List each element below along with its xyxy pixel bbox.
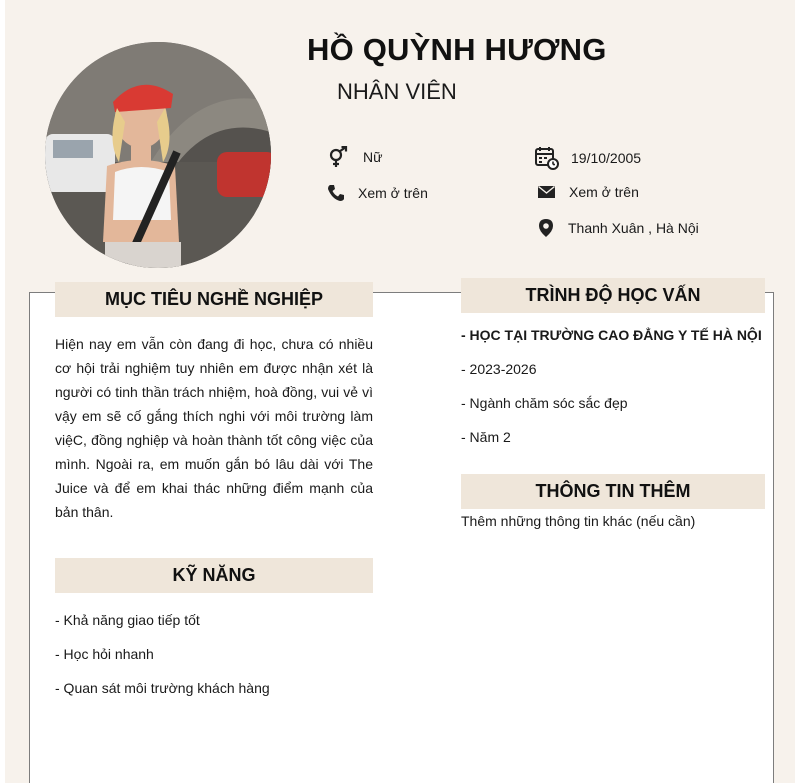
skills-heading: KỸ NĂNG xyxy=(55,558,373,593)
address-value: Thanh Xuân , Hà Nội xyxy=(568,220,699,236)
phone-row xyxy=(327,184,428,202)
calendar-icon xyxy=(535,146,559,170)
education-school: - HỌC TẠI TRƯỜNG CAO ĐẲNG Y TẾ HÀ NỘI xyxy=(461,327,762,343)
objective-text: Hiện nay em vẫn còn đang đi học, chưa có nhiều cơ hội trải nghiệm tuy nhiên em được nhận xét là người có tinh thần trách nhiệm, hoà đồng, vui vẻ vì vậy em sẽ cố gắng thích nghi với môi trường làm việC, đồng nghiệp và hoàn thành tốt công việc của mình. Ngoài ra, em muốn gắn bó lâu dài với The Juice và để em khai thác những điểm mạnh của bản thân. xyxy=(55,336,373,520)
skill-item: - Học hỏi nhanh xyxy=(55,646,154,662)
education-item: - Ngành chăm sóc sắc đẹp xyxy=(461,395,628,411)
objective-heading: MỤC TIÊU NGHỀ NGHIỆP xyxy=(55,282,373,317)
skill-item: - Quan sát môi trường khách hàng xyxy=(55,680,270,696)
profile-photo xyxy=(45,42,271,268)
email-row xyxy=(538,184,639,200)
envelope-icon xyxy=(538,185,555,199)
candidate-role: NHÂN VIÊN xyxy=(337,79,457,104)
gender-icon xyxy=(327,146,349,168)
education-heading: TRÌNH ĐỘ HỌC VẤN xyxy=(461,278,765,313)
phone-icon xyxy=(327,184,345,202)
phone-value: Xem ở trên xyxy=(358,185,428,201)
address-row xyxy=(538,218,699,238)
skill-item: - Khả năng giao tiếp tốt xyxy=(55,612,200,628)
extra-info-heading: THÔNG TIN THÊM xyxy=(461,474,765,509)
candidate-name: HỒ QUỲNH HƯƠNG xyxy=(307,32,607,67)
birthdate-row xyxy=(535,146,641,170)
gender-row xyxy=(327,146,382,168)
birthdate-value: 19/10/2005 xyxy=(571,150,642,166)
education-item: - 2023-2026 xyxy=(461,361,537,377)
gender-value: Nữ xyxy=(363,149,383,165)
extra-info-text: Thêm những thông tin khác (nếu cần) xyxy=(461,513,696,529)
email-value: Xem ở trên xyxy=(569,184,639,200)
education-item: - Năm 2 xyxy=(461,429,511,445)
location-pin-icon xyxy=(538,218,554,238)
